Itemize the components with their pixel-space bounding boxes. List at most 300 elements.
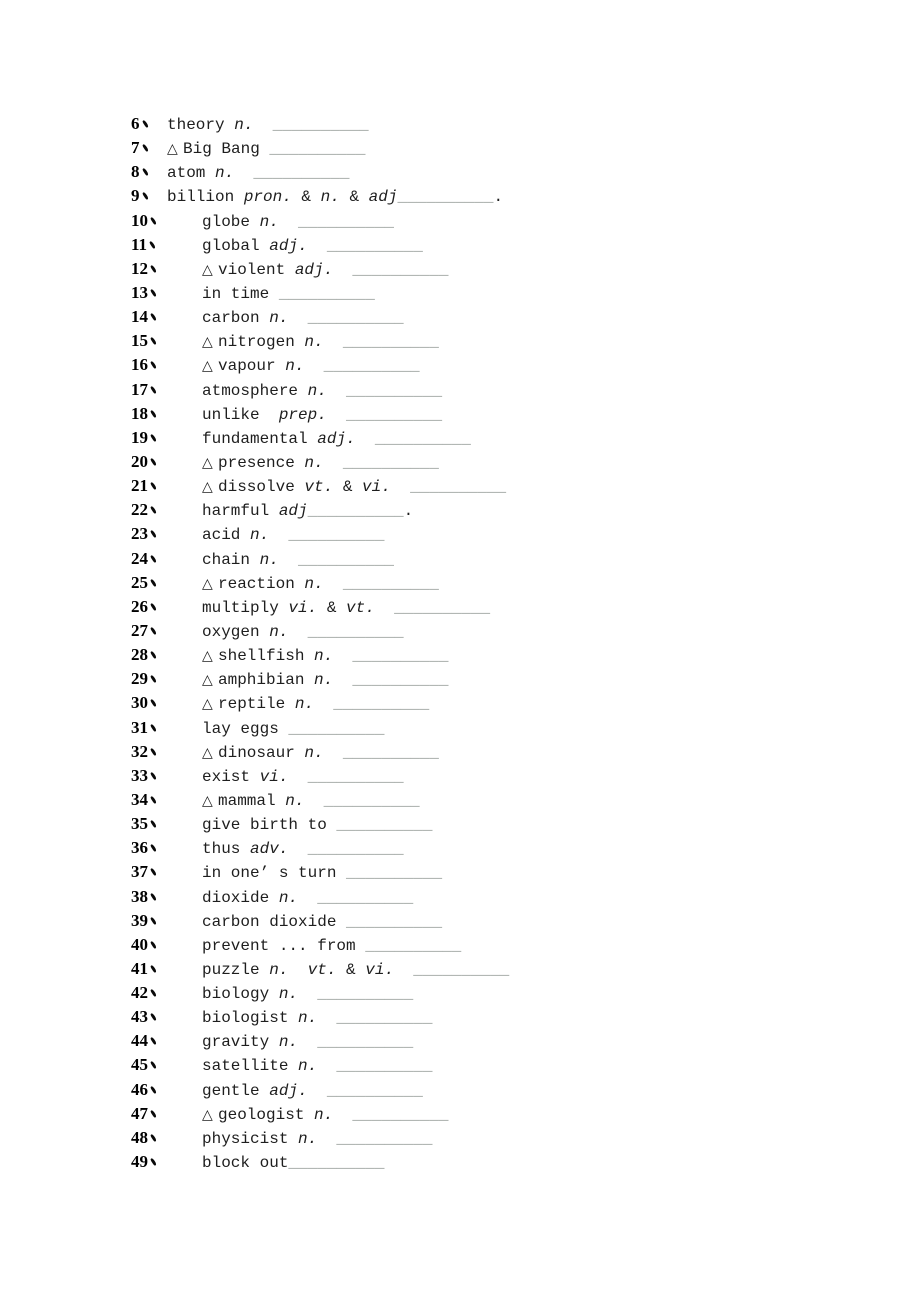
item-number-value: 28	[131, 645, 148, 665]
part-of-speech: n.	[304, 333, 324, 352]
ideographic-comma-icon	[148, 383, 160, 395]
ideographic-comma-icon	[148, 214, 160, 226]
item-number-value: 45	[131, 1055, 148, 1075]
word-text: geologist	[218, 1105, 315, 1124]
word-text: globe	[202, 212, 260, 231]
item-number-value: 22	[131, 500, 148, 520]
list-item	[131, 498, 509, 522]
item-number-value: 18	[131, 403, 148, 423]
word-text	[333, 1106, 352, 1124]
vocabulary-list	[131, 112, 509, 1174]
word-text	[279, 551, 298, 569]
word-text	[333, 261, 352, 279]
item-content	[202, 864, 442, 882]
item-number-value: 34	[131, 789, 148, 809]
item-content	[202, 454, 439, 472]
answer-blank: __________	[307, 309, 404, 328]
list-item	[131, 112, 509, 136]
item-number-value: 27	[131, 620, 148, 640]
ideographic-comma-icon	[140, 165, 152, 177]
list-item	[131, 547, 509, 571]
word-text: global	[202, 236, 270, 255]
item-number	[131, 764, 202, 788]
part-of-speech: vt.	[304, 478, 334, 497]
word-text: in one’ s turn	[202, 864, 347, 883]
item-number-value: 37	[131, 862, 148, 882]
item-content	[202, 1033, 413, 1051]
item-number	[131, 1102, 202, 1126]
answer-blank: __________	[352, 647, 449, 666]
triangle-marker: △	[202, 696, 213, 713]
item-number	[131, 136, 167, 160]
part-of-speech: adv.	[250, 840, 289, 859]
item-number	[131, 426, 202, 450]
item-content	[202, 575, 439, 593]
item-content	[202, 768, 404, 786]
answer-blank: __________	[307, 622, 404, 641]
part-of-speech: n.	[285, 357, 305, 376]
word-text	[304, 792, 323, 810]
item-content	[202, 213, 394, 231]
list-item	[131, 1150, 509, 1174]
part-of-speech: n.	[304, 574, 324, 593]
part-of-speech: n.	[314, 647, 334, 666]
ideographic-comma-icon	[148, 1010, 160, 1022]
part-of-speech: n.	[298, 1129, 318, 1148]
list-item	[131, 522, 509, 546]
ideographic-comma-icon	[148, 962, 160, 974]
ideographic-comma-icon	[148, 600, 160, 612]
word-text: puzzle	[202, 960, 270, 979]
item-content	[202, 599, 490, 617]
list-item	[131, 281, 509, 305]
word-text	[324, 454, 343, 472]
item-content	[202, 237, 423, 255]
ideographic-comma-icon	[148, 527, 160, 539]
item-content	[202, 357, 420, 375]
item-number-value: 33	[131, 765, 148, 785]
list-item	[131, 1029, 509, 1053]
item-content	[202, 261, 448, 279]
list-item	[131, 860, 509, 884]
word-text: gravity	[202, 1033, 279, 1052]
part-of-speech: n.	[278, 1033, 299, 1052]
ideographic-comma-icon	[148, 1107, 160, 1119]
triangle-marker: △	[202, 792, 213, 809]
ideographic-comma-icon	[148, 262, 160, 274]
item-number	[131, 233, 202, 257]
answer-blank: __________	[317, 1033, 414, 1052]
ideographic-comma-icon	[148, 1131, 160, 1143]
item-number	[131, 474, 202, 498]
item-number	[131, 1005, 202, 1029]
part-of-speech: n.	[259, 212, 279, 231]
triangle-marker: △	[202, 454, 213, 471]
item-content	[202, 792, 420, 810]
ideographic-comma-icon	[148, 1058, 160, 1070]
ideographic-comma-icon	[148, 503, 160, 515]
answer-blank: __________	[342, 453, 439, 472]
list-item	[131, 209, 509, 233]
item-number-value: 14	[131, 307, 148, 327]
ideographic-comma-icon	[148, 817, 160, 829]
item-number	[131, 716, 202, 740]
item-number-value: 40	[131, 934, 148, 954]
ideographic-comma-icon	[148, 745, 160, 757]
part-of-speech: n.	[285, 791, 305, 810]
answer-blank: __________	[269, 140, 366, 159]
item-content	[167, 116, 369, 134]
list-item	[131, 788, 509, 812]
item-content	[202, 406, 442, 424]
list-item	[131, 885, 509, 909]
item-number-value: 49	[131, 1152, 148, 1172]
item-number-value: 26	[131, 596, 148, 616]
part-of-speech: n.	[269, 622, 289, 641]
list-item	[131, 305, 509, 329]
item-number-value: 19	[131, 427, 148, 447]
answer-blank: __________	[336, 1129, 433, 1148]
ideographic-comma-icon	[148, 1155, 160, 1167]
part-of-speech: adj	[368, 188, 398, 207]
list-item	[131, 981, 509, 1005]
ideographic-comma-icon	[147, 238, 159, 250]
word-text	[253, 116, 272, 134]
item-content	[202, 913, 442, 931]
item-number	[131, 1078, 202, 1102]
item-number	[131, 740, 202, 764]
answer-blank: __________	[323, 791, 420, 810]
item-content	[202, 985, 413, 1003]
item-number	[131, 498, 202, 522]
word-text: carbon dioxide	[202, 912, 347, 931]
item-number	[131, 522, 202, 546]
list-item	[131, 667, 509, 691]
item-number-value: 13	[131, 282, 148, 302]
list-item	[131, 402, 509, 426]
triangle-marker: △	[202, 575, 213, 592]
item-number-value: 41	[131, 958, 148, 978]
ideographic-comma-icon	[148, 890, 160, 902]
ideographic-comma-icon	[148, 455, 160, 467]
list-item	[131, 1078, 509, 1102]
answer-blank: __________	[352, 1105, 449, 1124]
item-number-value: 20	[131, 451, 148, 471]
part-of-speech: pron.	[243, 188, 292, 207]
word-text: satellite	[202, 1057, 299, 1076]
item-number-value: 12	[131, 258, 148, 278]
item-number	[131, 209, 202, 233]
ideographic-comma-icon	[148, 431, 160, 443]
ideographic-comma-icon	[148, 769, 160, 781]
item-number-value: 25	[131, 572, 148, 592]
word-text: acid	[202, 526, 251, 545]
answer-blank: __________	[336, 1009, 433, 1028]
part-of-speech: n.	[234, 116, 254, 134]
item-number	[131, 933, 202, 957]
item-content	[202, 1009, 432, 1027]
item-content	[202, 430, 471, 448]
item-number	[131, 619, 202, 643]
item-content	[167, 188, 503, 206]
triangle-marker: △	[202, 744, 213, 761]
word-text: &	[317, 598, 347, 617]
item-number-value: 8	[131, 162, 140, 182]
word-text	[288, 768, 307, 786]
list-item	[131, 1005, 509, 1029]
item-content	[202, 285, 375, 303]
item-number	[131, 860, 202, 884]
item-number	[131, 643, 202, 667]
list-item	[131, 764, 509, 788]
answer-blank: __________	[278, 284, 375, 303]
answer-blank: __________	[410, 478, 507, 497]
part-of-speech: n.	[269, 309, 289, 328]
word-text	[333, 647, 352, 665]
item-number-value: 44	[131, 1031, 148, 1051]
list-item	[131, 957, 509, 981]
ideographic-comma-icon	[148, 648, 160, 660]
item-number-value: 30	[131, 693, 148, 713]
word-text	[327, 406, 346, 424]
item-number	[131, 547, 202, 571]
word-text: harmful	[202, 502, 279, 521]
part-of-speech: n.	[278, 888, 299, 907]
item-number	[131, 160, 167, 184]
item-content	[202, 1106, 448, 1124]
item-number	[131, 450, 202, 474]
item-number-value: 15	[131, 331, 148, 351]
item-number-value: 6	[131, 114, 140, 133]
answer-blank: __________	[253, 164, 350, 183]
item-number	[131, 595, 202, 619]
answer-blank: __________	[298, 550, 395, 569]
triangle-marker: △	[202, 648, 213, 665]
part-of-speech: n.	[278, 985, 299, 1004]
list-item	[131, 450, 509, 474]
item-content	[202, 840, 404, 858]
ideographic-comma-icon	[148, 721, 160, 733]
word-text: exist	[202, 767, 260, 786]
answer-blank: __________	[326, 1081, 423, 1100]
item-number-value: 7	[131, 138, 140, 158]
ideographic-comma-icon	[148, 865, 160, 877]
ideographic-comma-icon	[148, 938, 160, 950]
word-text	[324, 333, 343, 351]
item-number-value: 23	[131, 524, 148, 544]
list-item	[131, 595, 509, 619]
word-text: nitrogen	[218, 333, 305, 352]
word-text: &	[336, 960, 366, 979]
word-text: lay eggs	[202, 719, 289, 738]
part-of-speech: vt.	[307, 960, 337, 979]
answer-blank: __________	[397, 188, 494, 207]
item-content	[202, 647, 448, 665]
word-text: in time	[202, 284, 279, 303]
item-content	[167, 140, 365, 158]
answer-blank: __________	[298, 212, 395, 231]
ideographic-comma-icon	[148, 576, 160, 588]
answer-blank: __________	[288, 526, 385, 545]
ideographic-comma-icon	[148, 914, 160, 926]
item-number-value: 21	[131, 476, 148, 496]
ideographic-comma-icon	[148, 286, 160, 298]
part-of-speech: n.	[215, 164, 235, 183]
item-number	[131, 885, 202, 909]
answer-blank: __________	[413, 960, 510, 979]
word-text	[314, 695, 333, 713]
answer-blank: __________	[346, 405, 443, 424]
item-number-value: 48	[131, 1127, 148, 1147]
item-number-value: 39	[131, 910, 148, 930]
answer-blank: __________	[336, 1057, 433, 1076]
part-of-speech: adj.	[269, 236, 308, 255]
part-of-speech: n.	[320, 188, 340, 207]
answer-blank: __________	[326, 236, 423, 255]
ideographic-comma-icon	[148, 310, 160, 322]
word-text: prevent ... from	[202, 936, 366, 955]
item-number	[131, 571, 202, 595]
triangle-marker: △	[167, 141, 178, 158]
ideographic-comma-icon	[148, 358, 160, 370]
word-text	[333, 671, 352, 689]
ideographic-comma-icon	[148, 624, 160, 636]
item-content	[202, 623, 404, 641]
ideographic-comma-icon	[140, 117, 152, 129]
word-text: gentle	[202, 1081, 270, 1100]
item-number	[131, 981, 202, 1005]
item-number	[131, 112, 167, 136]
item-number	[131, 812, 202, 836]
part-of-speech: prep.	[278, 405, 327, 424]
item-number-value: 42	[131, 983, 148, 1003]
word-text: unlike	[202, 405, 279, 424]
part-of-speech: n.	[298, 1009, 318, 1028]
answer-blank: __________	[394, 598, 491, 617]
part-of-speech: adj.	[269, 1081, 308, 1100]
answer-blank: __________	[342, 333, 439, 352]
list-item	[131, 716, 509, 740]
word-text	[317, 1057, 336, 1075]
item-number	[131, 1029, 202, 1053]
word-text: violent	[218, 260, 295, 279]
list-item	[131, 909, 509, 933]
part-of-speech: n.	[250, 526, 270, 545]
word-text: thus	[202, 840, 251, 859]
list-item	[131, 812, 509, 836]
item-number	[131, 305, 202, 329]
ideographic-comma-icon	[148, 841, 160, 853]
word-text	[288, 623, 307, 641]
word-text	[324, 575, 343, 593]
word-text: chain	[202, 550, 260, 569]
item-content	[202, 816, 432, 834]
ideographic-comma-icon	[140, 189, 152, 201]
word-text: physicist	[202, 1129, 299, 1148]
part-of-speech: n.	[307, 381, 327, 400]
item-content	[202, 671, 448, 689]
word-text	[394, 961, 413, 979]
part-of-speech: adj.	[317, 429, 356, 448]
item-content	[202, 889, 413, 907]
ideographic-comma-icon	[148, 696, 160, 708]
ideographic-comma-icon	[148, 793, 160, 805]
answer-blank: __________	[342, 574, 439, 593]
item-number	[131, 184, 167, 208]
item-number	[131, 1150, 202, 1174]
answer-blank: __________	[336, 816, 433, 835]
answer-blank: __________	[346, 381, 443, 400]
item-content	[202, 720, 384, 738]
triangle-marker: △	[202, 479, 213, 496]
item-content	[202, 937, 461, 955]
part-of-speech: vi.	[365, 960, 395, 979]
item-number-value: 9	[131, 186, 140, 206]
item-number-value: 11	[131, 234, 148, 254]
word-text: vapour	[218, 357, 286, 376]
word-text	[298, 1033, 317, 1051]
word-text	[288, 961, 307, 979]
item-number	[131, 691, 202, 715]
list-item	[131, 1102, 509, 1126]
item-content	[202, 1130, 432, 1148]
part-of-speech: vi.	[259, 767, 289, 786]
item-number	[131, 957, 202, 981]
word-text: oxygen	[202, 622, 270, 641]
ideographic-comma-icon	[148, 479, 160, 491]
item-content	[202, 551, 394, 569]
ideographic-comma-icon	[148, 672, 160, 684]
part-of-speech: n.	[304, 743, 324, 762]
word-text	[269, 526, 288, 544]
item-number-value: 43	[131, 1007, 148, 1027]
word-text: reptile	[218, 695, 295, 714]
word-text: &	[339, 188, 369, 207]
item-number-value: 32	[131, 741, 148, 761]
answer-blank: __________	[374, 429, 471, 448]
list-item	[131, 160, 509, 184]
word-text: &	[291, 188, 321, 207]
item-number-value: 17	[131, 379, 148, 399]
word-text	[375, 599, 394, 617]
item-number-value: 38	[131, 886, 148, 906]
item-number	[131, 402, 202, 426]
item-number-value: 36	[131, 838, 148, 858]
answer-blank: __________	[288, 1154, 385, 1173]
item-number	[131, 257, 202, 281]
item-number-value: 10	[131, 210, 148, 230]
list-item	[131, 353, 509, 377]
answer-blank: __________	[288, 719, 385, 738]
item-number-value: 46	[131, 1079, 148, 1099]
word-text: carbon	[202, 309, 270, 328]
list-item	[131, 474, 509, 498]
word-text	[391, 478, 410, 496]
answer-blank: __________	[352, 671, 449, 690]
ideographic-comma-icon	[148, 552, 160, 564]
word-text	[279, 213, 298, 231]
item-number-value: 24	[131, 548, 148, 568]
word-text	[317, 1130, 336, 1148]
word-text: .	[403, 502, 414, 521]
ideographic-comma-icon	[140, 141, 152, 153]
list-item	[131, 1126, 509, 1150]
ideographic-comma-icon	[148, 986, 160, 998]
word-text: reaction	[218, 574, 305, 593]
list-item	[131, 933, 509, 957]
triangle-marker: △	[202, 358, 213, 375]
word-text: dinosaur	[218, 743, 305, 762]
